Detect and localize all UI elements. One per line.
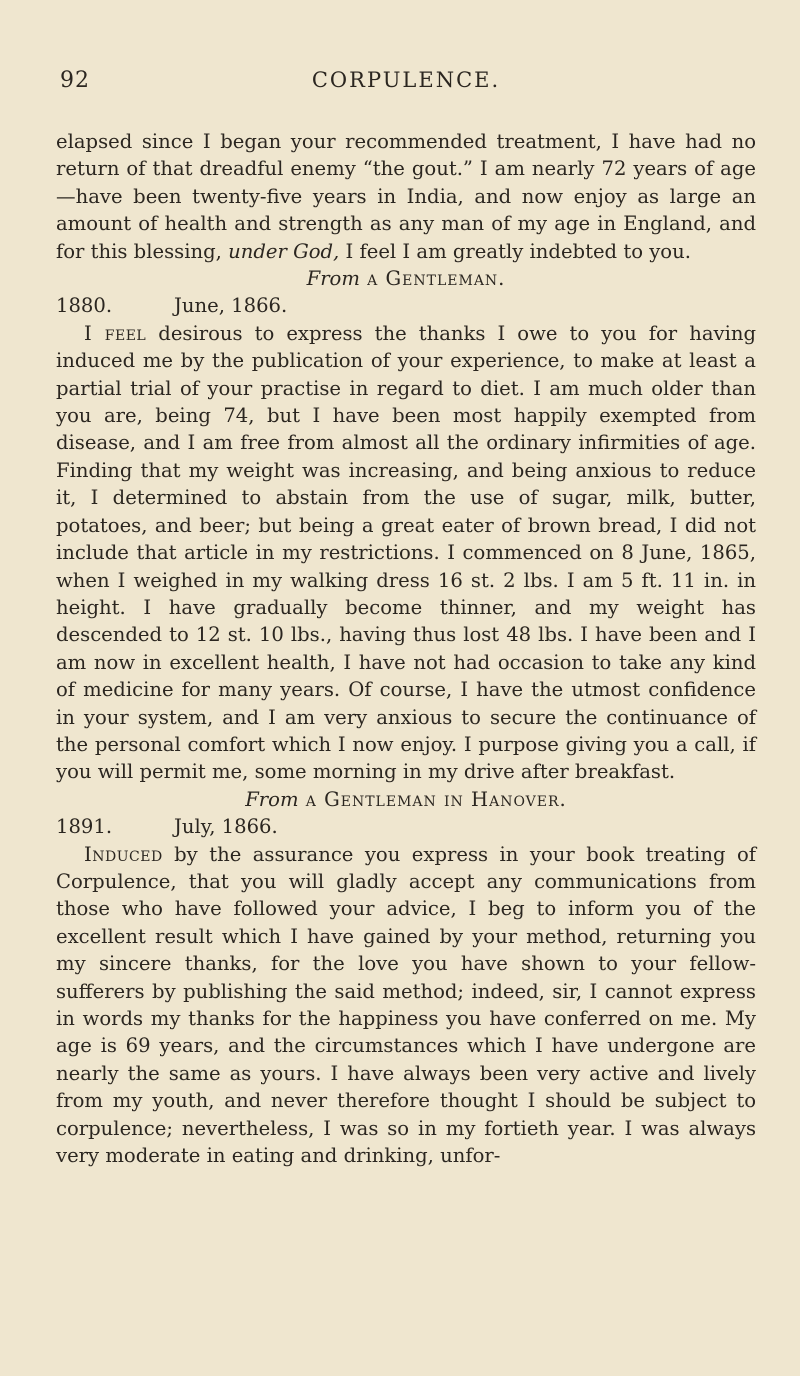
running-head xyxy=(56,68,756,98)
letter-dateline xyxy=(56,813,756,840)
letter-heading: From a Gentleman. xyxy=(306,267,506,291)
letter-body: Induced by the assurance you express in your book treating of Corpulence, that you will gladly accept any communications from those who have followed your advice, I beg to inform you of the excellent result which I have gained by your method, returning you my sincere thanks, for the love you have shown to your fellow-sufferers by publishing the said method; indeed, sir, I cannot express in words my thanks for the happiness you have conferred on me. My age is 69 years, and the circumstances which I have undergone are nearly the same as yours. I have always been very active and lively from my youth, and never therefore thought I should be subject to corpulence; nevertheless, I was so in my fortieth year. I was always very moderate in eating and drinking, unfor- xyxy=(56,842,756,1168)
letter-number: 1880. xyxy=(56,294,113,318)
letter-heading: From a Gentleman in Hanover. xyxy=(245,787,567,811)
book-page xyxy=(56,0,756,1376)
letter-date: June, 1866. xyxy=(174,294,288,318)
letter-date: July, 1866. xyxy=(174,815,278,839)
letter-body: I feel desirous to express the thanks I owe to you for having induced me by the publication of your experience, to make at least a partial trial of your practise in regard to diet. I am much older than you are, being 74, but I have been most happily exempted from disease, and I am free from almost all the ordinary infirmities of age. Finding that my weight was increasing, and being anxious to reduce it, I determined to abstain from the use of sugar, milk, butter, potatoes, and beer; but being a great eater of brown bread, I did not include that article in my restrictions. I commenced on 8 June, 1865, when I weighed in my walking dress 16 st. 2 lbs. I am 5 ft. 11 in. in height. I have gradually become thinner, and my weight has descended to 12 st. 10 lbs., having thus lost 48 lbs. I have been and I am now in excellent health, I have not had occasion to take any kind of medicine for many years. Of course, I have the utmost confidence in your system, and I am very anxious to secure the continuance of the personal comfort which I now enjoy. I purpose giving you a call, if you will permit me, some morning in my drive after breakfast. xyxy=(56,321,756,784)
letter-dateline xyxy=(56,292,756,319)
opening-paragraph: elapsed since I began your recommended treatment, I have had no return of that dreadful enemy “the gout.” I am nearly 72 years of age—have been twenty-five years in India, and now enjoy as large an amount of health and strength as any man of my age in England, and for this blessing, under God, I feel I am greatly indebted to you. xyxy=(56,130,756,263)
letter-number: 1891. xyxy=(56,815,113,839)
running-title: CORPULENCE. xyxy=(311,68,501,92)
body-text xyxy=(56,128,756,1169)
page-number: 92 xyxy=(60,68,90,93)
